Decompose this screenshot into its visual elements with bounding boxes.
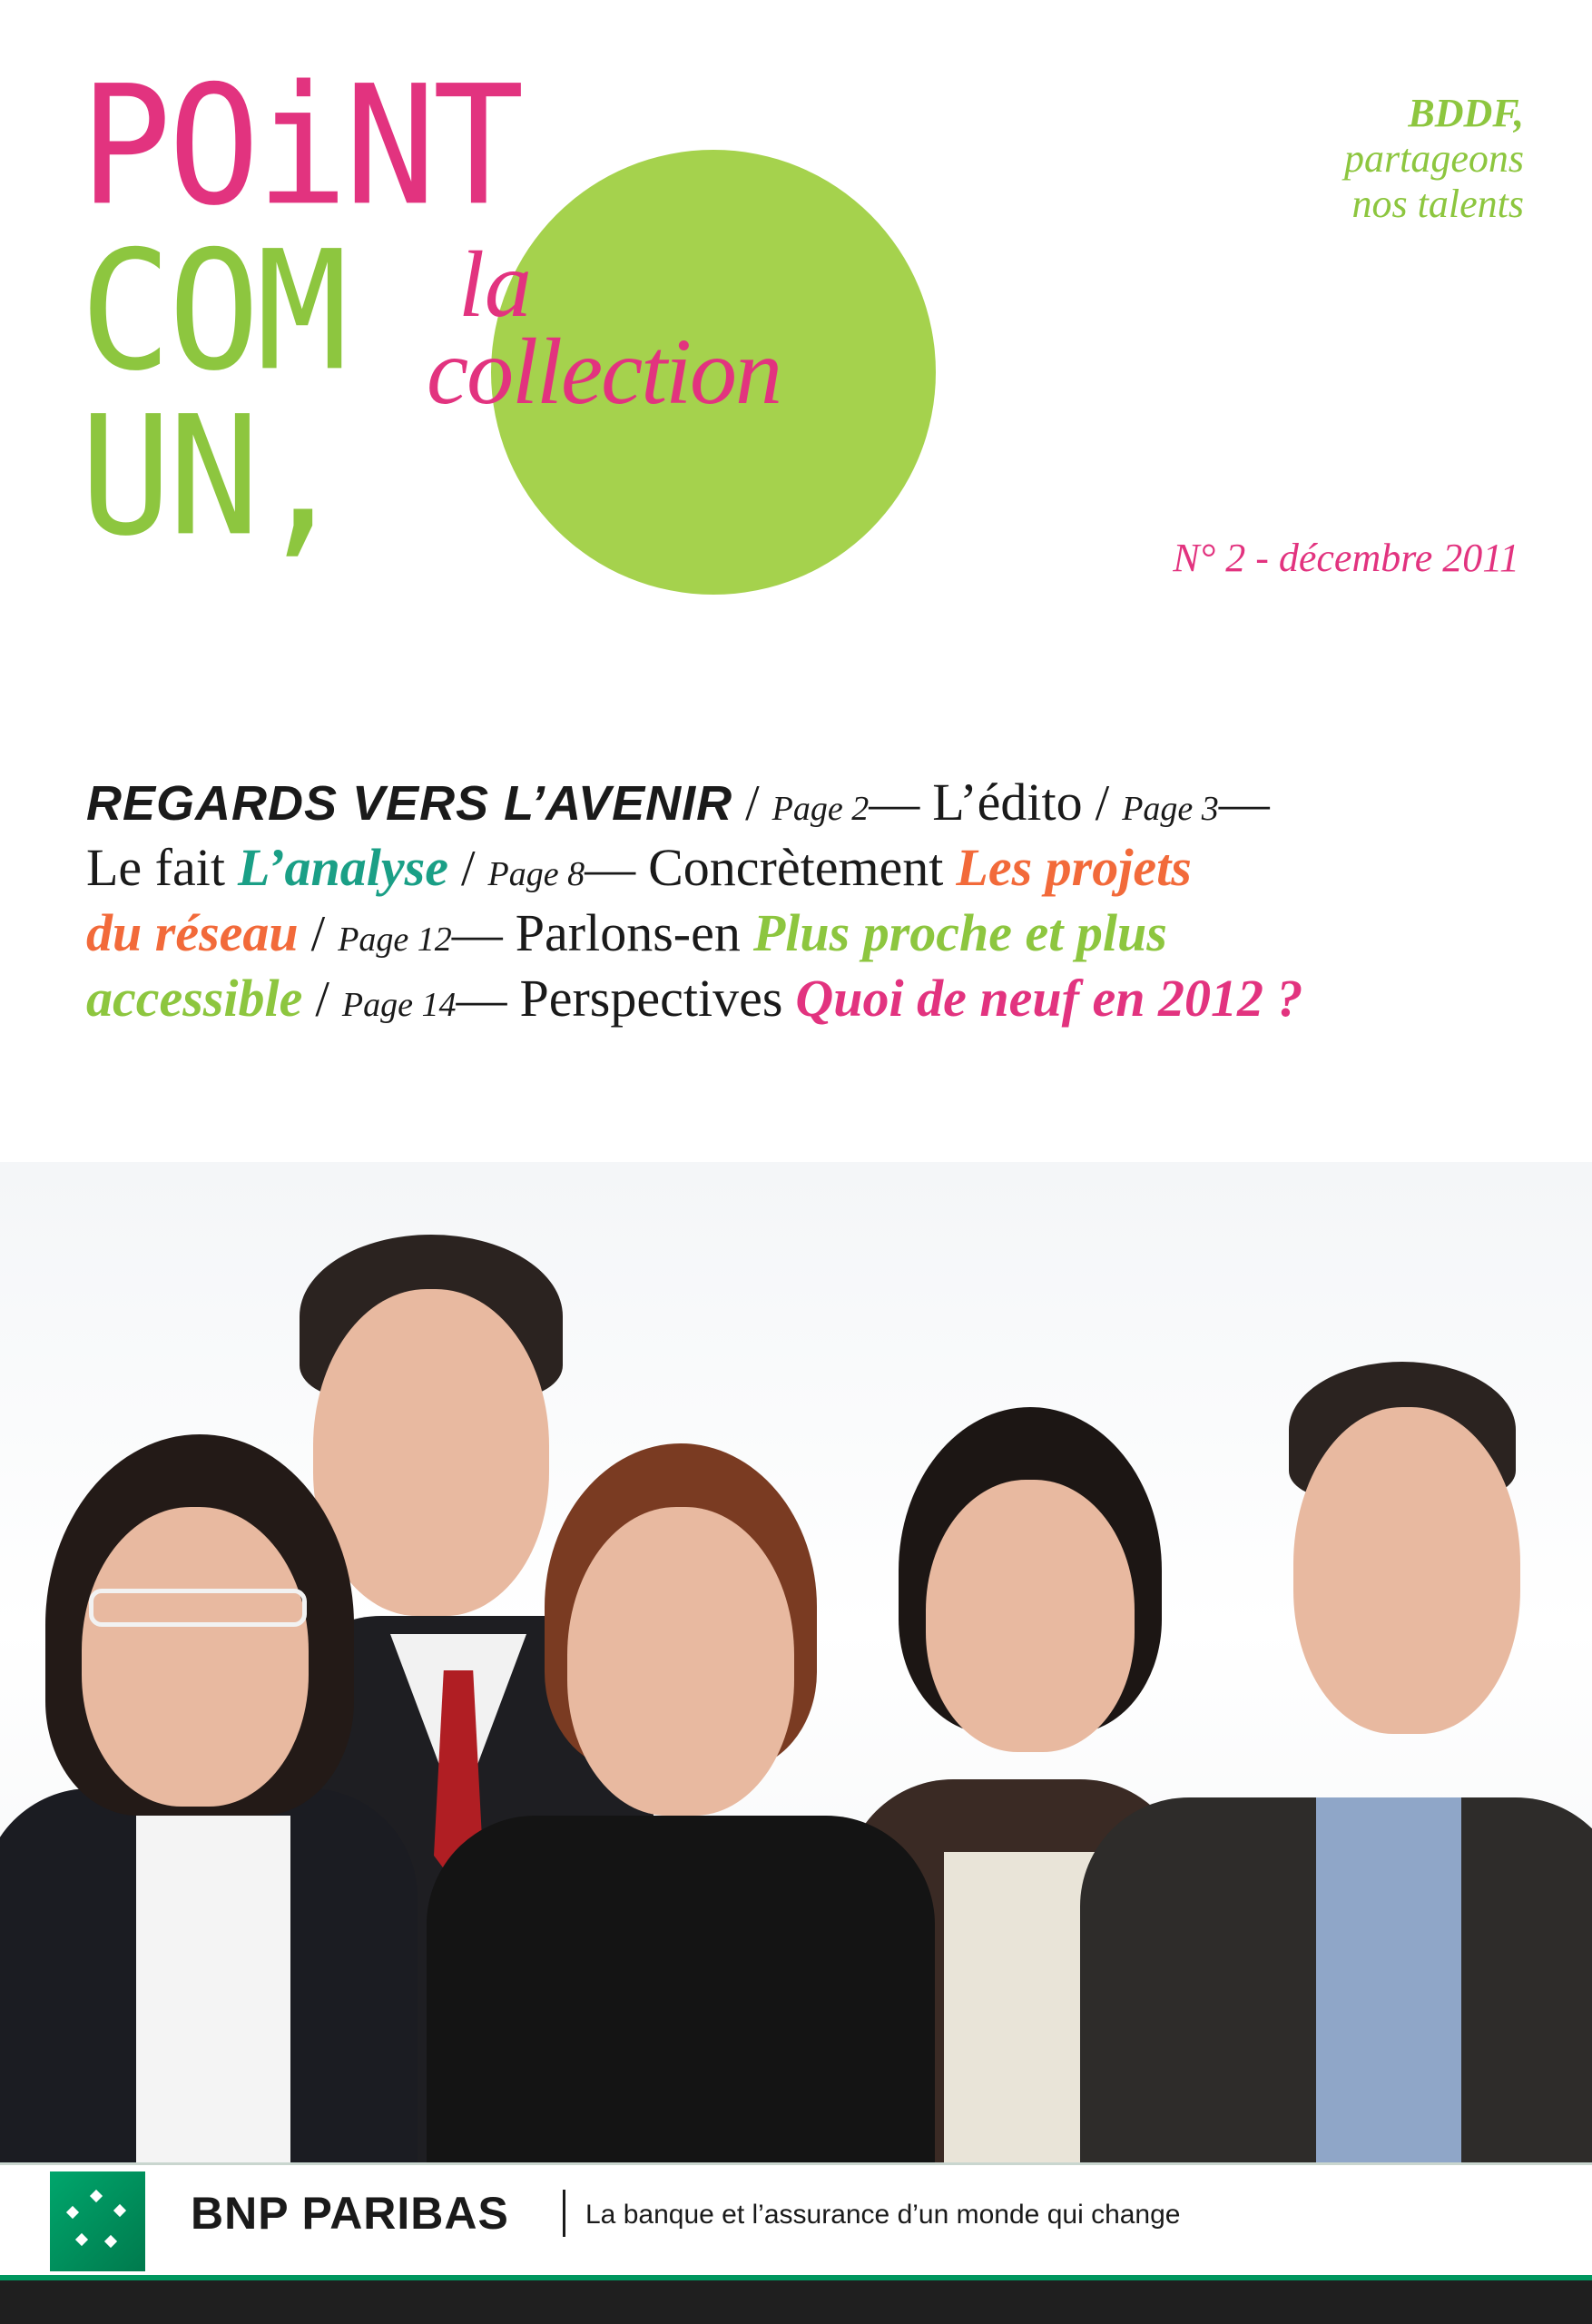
bnp-paribas-brand: BNP PARIBAS [191,2188,509,2239]
section-label: Parlons-en [515,903,741,962]
article-title: accessible [86,969,303,1028]
separator: / [1095,775,1110,832]
page-ref: Page 2 [771,790,870,828]
separator: / [745,775,760,832]
contents-line-3 [86,901,1502,966]
article-title: du réseau [86,903,299,962]
issue-number: N° 2 - décembre 2011 [1173,536,1519,580]
page-ref: Page 3 [1122,790,1219,828]
article-title: Quoi de neuf en 2012 ? [795,969,1303,1028]
article-title: Les projets [956,838,1192,897]
separator: / [315,971,329,1028]
contents-line-2 [86,835,1502,901]
logo-word-point: POiNT [80,49,521,242]
dash: — [585,841,636,897]
table-of-contents [86,770,1502,1031]
section-label: Concrètement [648,838,944,897]
bnp-stars-logo-icon [50,2171,145,2271]
page-ref: Page 12 [338,921,452,959]
logo-word-com: COM [80,214,345,408]
contents-main-title: REGARDS VERS L’AVENIR [86,776,733,831]
page-ref: Page 8 [487,855,585,893]
band-bottom [0,2280,1592,2324]
collection-la: la [458,232,532,337]
group-photo [0,1162,1592,2324]
separator: / [460,841,476,897]
contents-line-1 [86,770,1502,835]
brand-slogan: La banque et l’assurance d’un monde qui change [585,2200,1181,2230]
page-ref: Page 14 [341,986,457,1024]
dash: — [456,971,507,1028]
dash: — [1218,775,1270,832]
section-label: L’édito [932,773,1083,832]
dash: — [869,775,920,832]
tagline-line3: nos talents [1351,182,1524,226]
collection-word: collection [427,320,781,424]
brand-divider [563,2190,565,2237]
article-title: Plus proche et plus [752,903,1167,962]
contents-line-4 [86,966,1502,1031]
article-title: L’analyse [237,838,448,897]
separator: / [310,906,326,962]
section-label: Perspectives [519,969,783,1028]
section-label: Le fait [86,838,225,897]
tagline-brand: BDDF, [1408,91,1524,135]
dash: — [451,906,503,962]
tagline-line2: partageons [1344,136,1524,181]
tagline [1197,91,1524,227]
logo-word-un: UN, [80,379,345,573]
